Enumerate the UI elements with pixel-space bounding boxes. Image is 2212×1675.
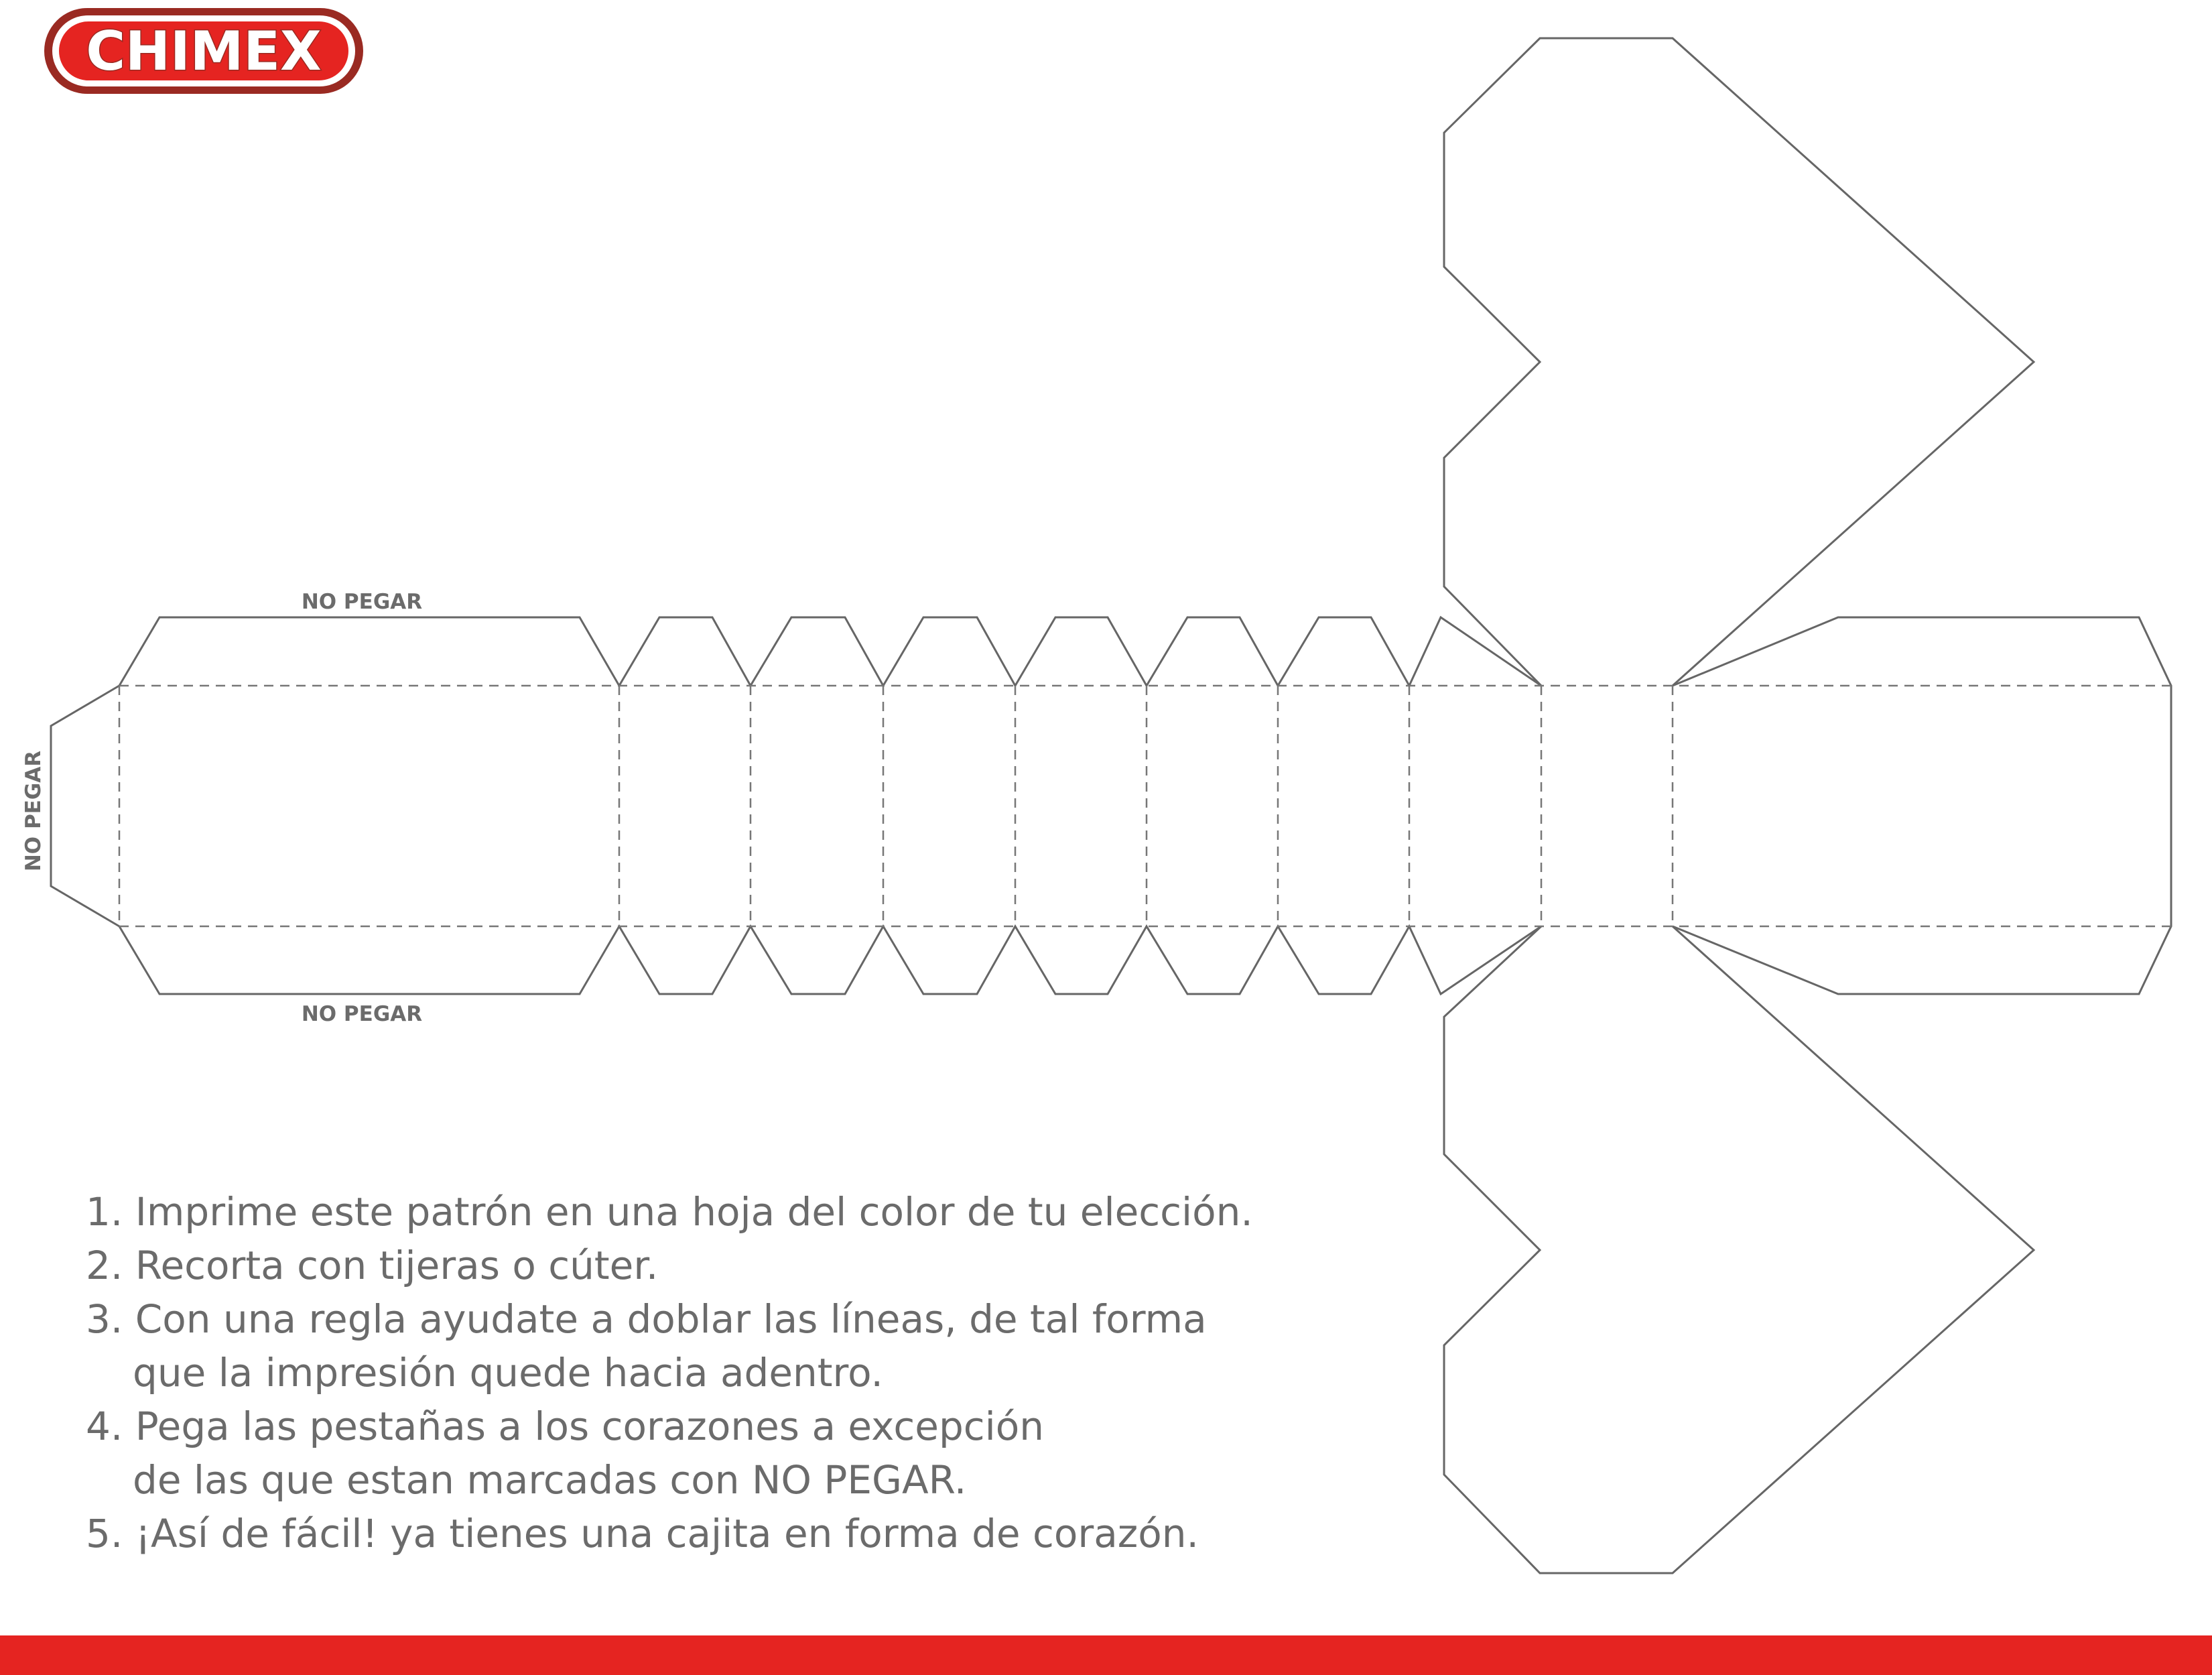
instruction-step-5: 5. ¡Así de fácil! ya tienes una cajita en forma de corazón. [86,1511,1199,1556]
instruction-step-4: 4. Pega las pestañas a los corazones a excepción [86,1404,1045,1449]
instruction-step-4-continued: de las que estan marcadas con NO PEGAR. [133,1457,967,1503]
bottom-flaps-outline [119,926,1541,994]
instruction-step-3-continued: que la impresión quede hacia adentro. [133,1350,883,1395]
instructions-list [86,1185,1325,1560]
left-flap-outline [51,686,119,926]
instruction-step-1: 1. Imprime este patrón en una hoja del color de tu elección. [86,1189,1253,1235]
logo-text: CHIMEX [86,20,322,82]
no-pegar-left-label: NO PEGAR [21,750,46,872]
instruction-step-2: 2. Recorta con tijeras o cúter. [86,1243,659,1288]
upper-heart-outline [1444,38,2034,686]
no-pegar-bottom-label: NO PEGAR [301,1002,423,1026]
instruction-step-3: 3. Con una regla ayudate a doblar las líneas, de tal forma [86,1296,1207,1342]
right-panel-outline [1673,617,2171,994]
top-flaps-outline [119,617,1541,686]
footer-red-bar [0,1635,2212,1675]
lower-heart-outline [1444,926,2034,1573]
no-pegar-top-label: NO PEGAR [301,590,423,614]
fold-lines [119,686,2171,926]
